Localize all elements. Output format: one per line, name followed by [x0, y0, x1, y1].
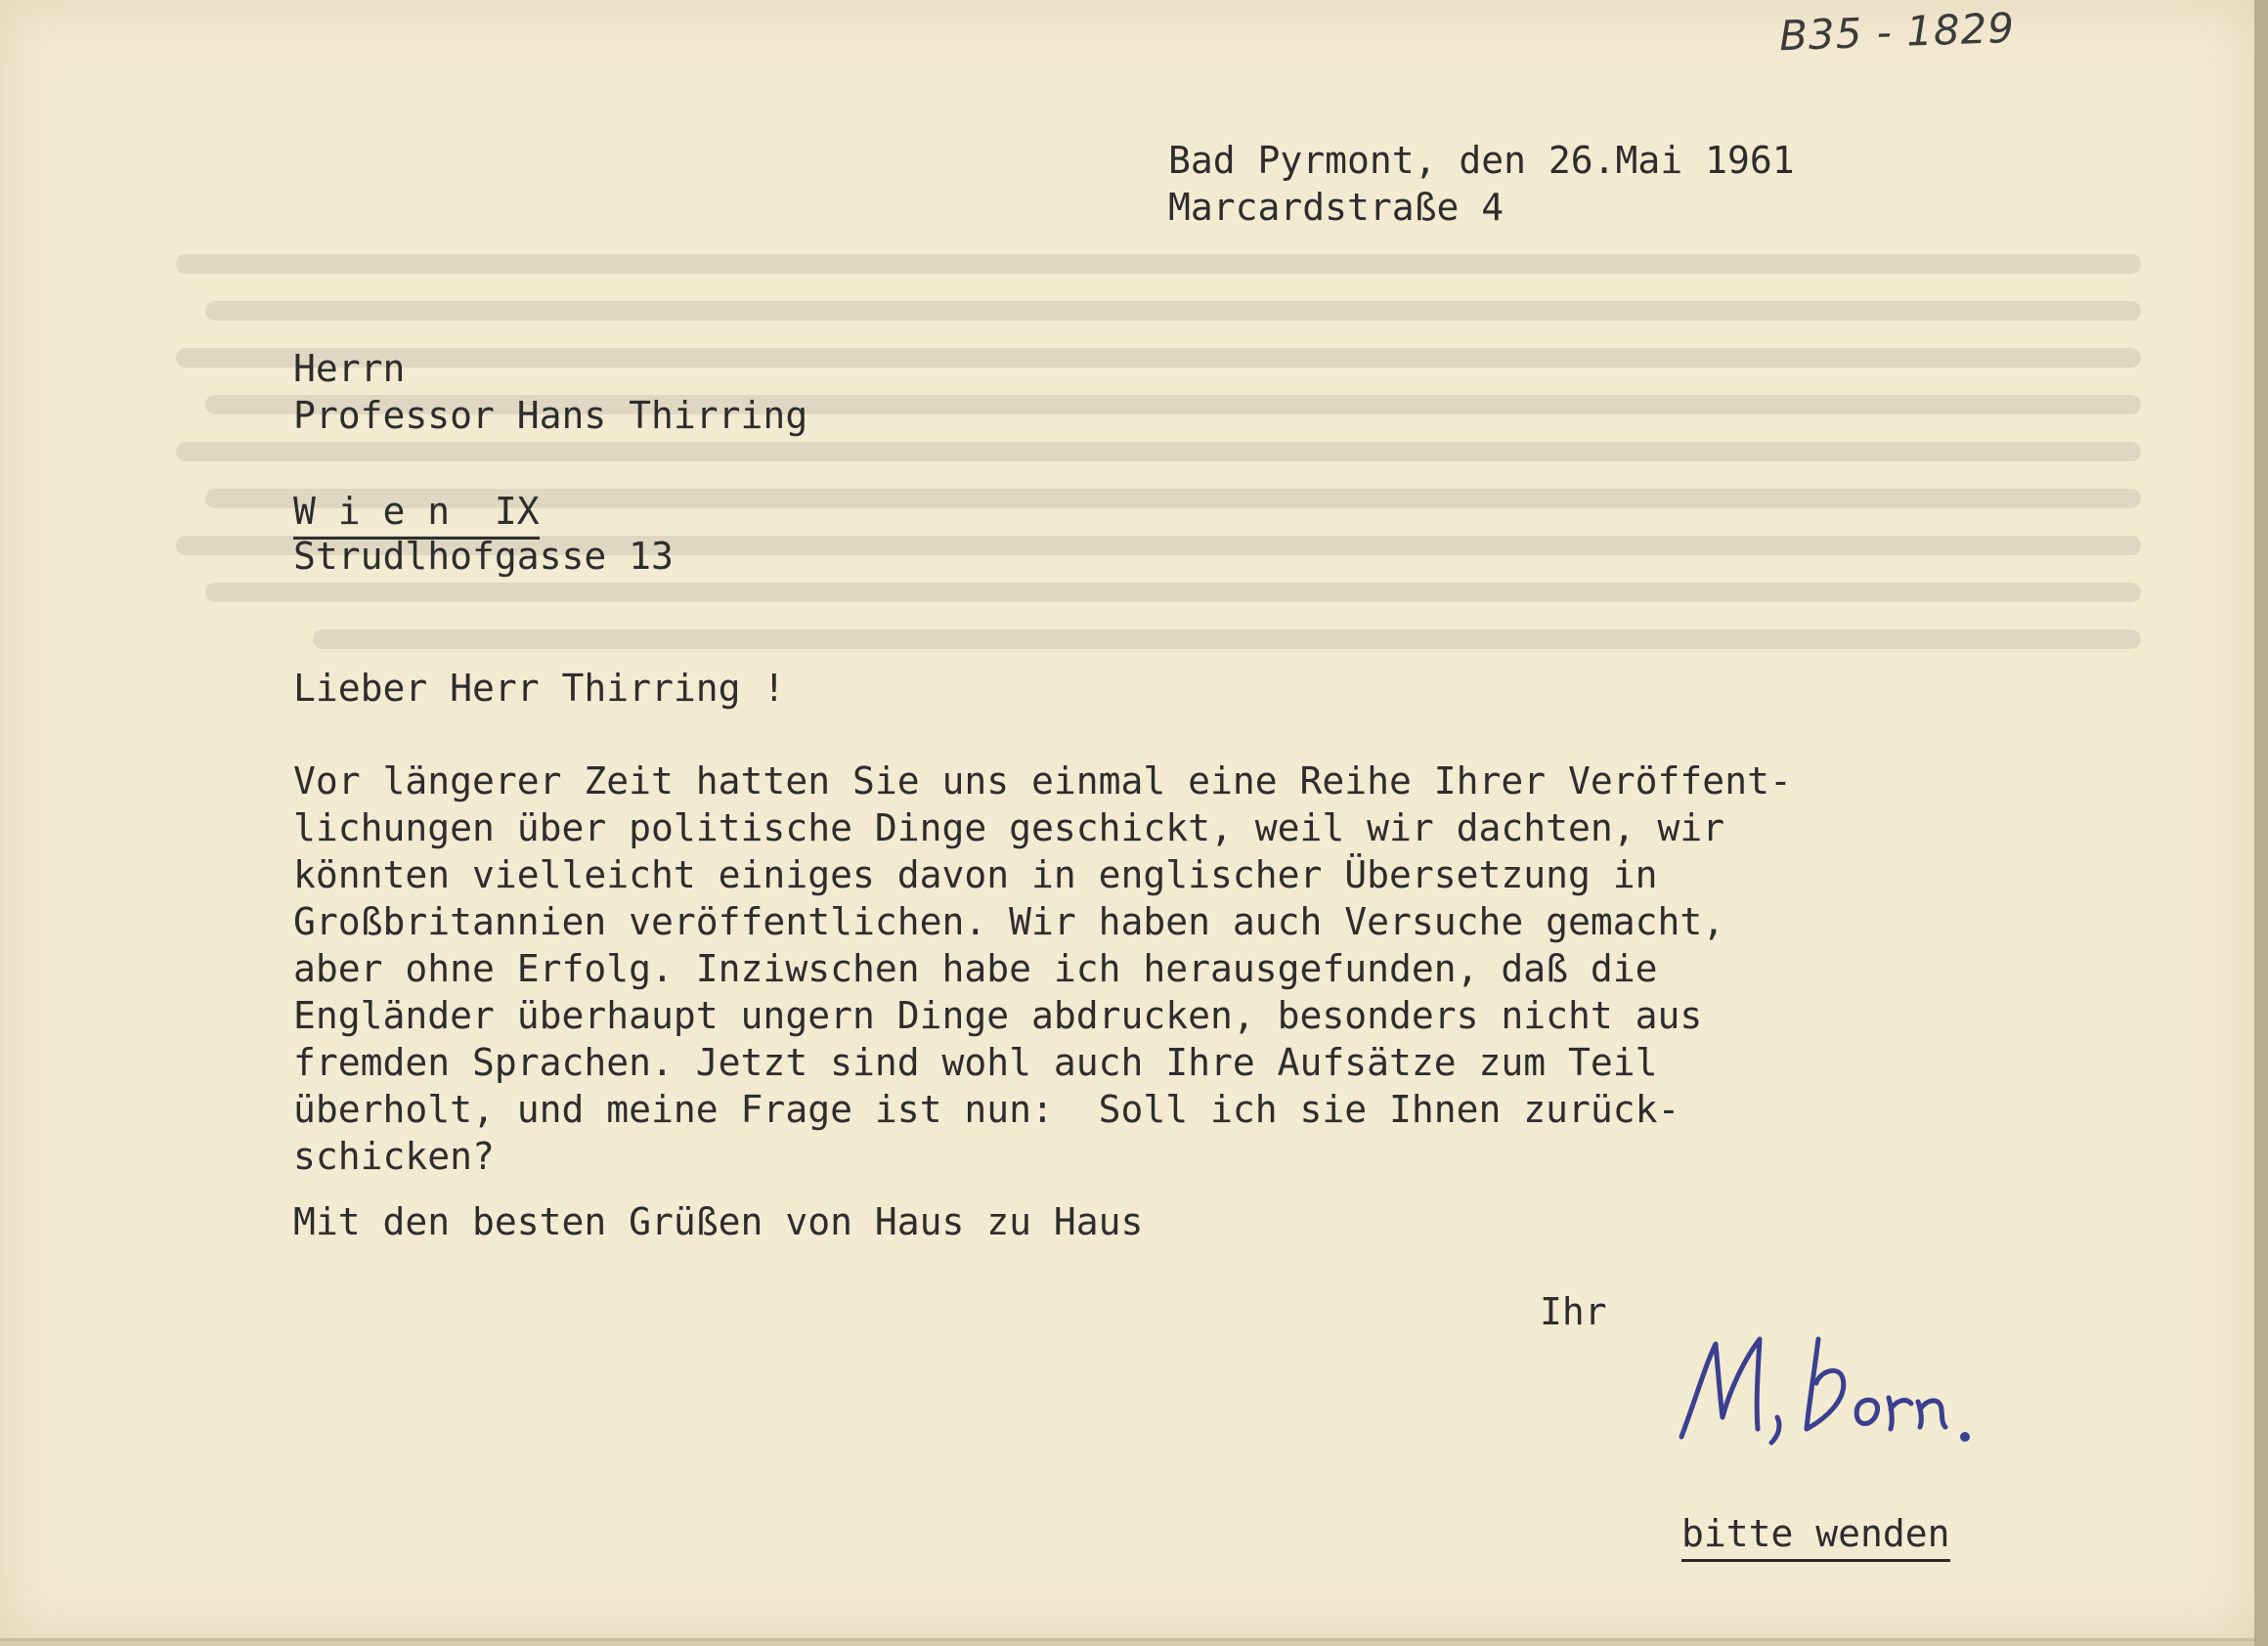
handwritten-signature	[1662, 1320, 1975, 1456]
recipient-name: Professor Hans Thirring	[293, 394, 808, 437]
turn-over-note: bitte wenden	[1681, 1510, 1950, 1562]
body-line: Engländer überhaupt ungern Dinge abdrucken, besonders nicht aus	[293, 994, 1703, 1037]
body-line: aber ohne Erfolg. Inziwschen habe ich herausgefunden, daß die	[293, 947, 1658, 990]
recipient-salutation: Herrn	[293, 347, 406, 390]
body-line: Vor längerer Zeit hatten Sie uns einmal eine Reihe Ihrer Veröffent-	[293, 759, 1792, 802]
closing-line: Mit den besten Grüßen von Haus zu Haus	[293, 1200, 1144, 1243]
recipient-city: W i e n IX	[293, 488, 540, 540]
closing-word: Ihr	[1540, 1290, 1607, 1333]
archive-number: B35 - 1829	[1778, 3, 2016, 61]
body-line: könnten vielleicht einiges davon in englischer Übersetzung in	[293, 853, 1658, 896]
body-line: Großbritannien veröffentlichen. Wir haben auch Versuche gemacht,	[293, 900, 1725, 943]
place-date: Bad Pyrmont, den 26.Mai 1961	[1168, 139, 1795, 182]
scan-edge	[2254, 0, 2268, 1646]
bleed-through-texture	[176, 244, 2190, 655]
body-line: fremden Sprachen. Jetzt sind wohl auch Ihre Aufsätze zum Teil	[293, 1041, 1658, 1084]
body-line: lichungen über politische Dinge geschickt, weil wir dachten, wir	[293, 806, 1725, 849]
sender-street: Marcardstraße 4	[1168, 186, 1505, 229]
body-line: überholt, und meine Frage ist nun: Soll ich sie Ihnen zurück-	[293, 1088, 1680, 1131]
body-line: schicken?	[293, 1135, 495, 1178]
greeting: Lieber Herr Thirring !	[293, 667, 786, 710]
recipient-street: Strudlhofgasse 13	[293, 535, 674, 578]
